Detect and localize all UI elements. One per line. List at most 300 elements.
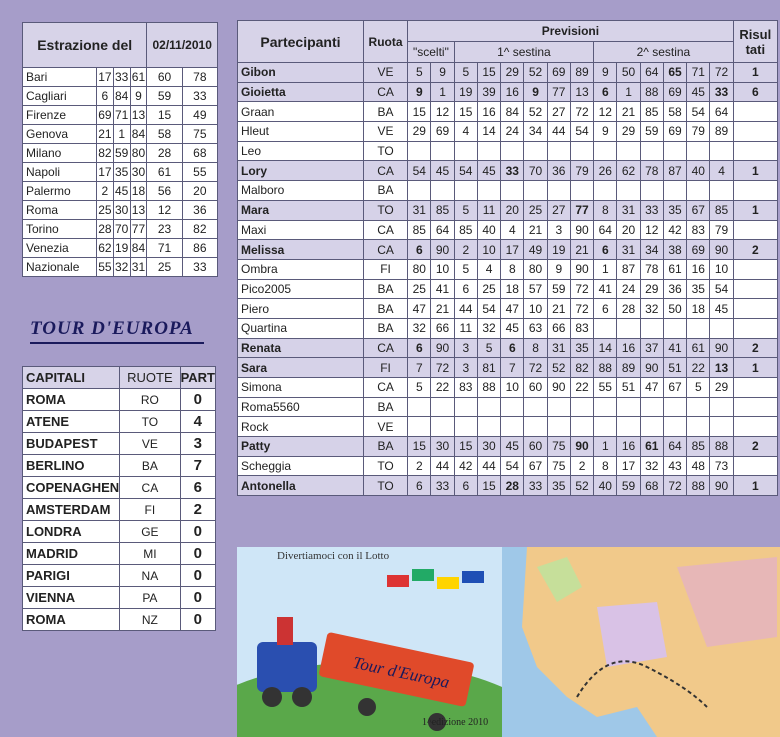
- participant-row: [238, 240, 778, 260]
- capitale-ruota: MI: [120, 543, 180, 565]
- capitali-row: [23, 499, 216, 521]
- prediction-number: [663, 397, 686, 417]
- prediction-number: 2: [454, 240, 477, 260]
- prediction-number: 47: [640, 378, 663, 398]
- ruota-name: Napoli: [23, 163, 97, 182]
- capitale-name: COPENAGHEN: [23, 477, 120, 499]
- estratto-number: 1: [113, 125, 130, 144]
- estratto-number: 28: [147, 144, 182, 163]
- participant-name: Graan: [238, 102, 364, 122]
- prediction-number: 10: [431, 259, 454, 279]
- prediction-number: 78: [640, 259, 663, 279]
- prediction-number: 90: [710, 476, 733, 496]
- participant-name: Roma5560: [238, 397, 364, 417]
- prediction-number: 15: [408, 437, 431, 457]
- banner-image: [237, 547, 780, 737]
- estratto-number: 86: [182, 239, 217, 258]
- prediction-number: 35: [547, 476, 570, 496]
- prediction-number: 1: [431, 82, 454, 102]
- prediction-number: 25: [477, 279, 500, 299]
- participant-result: 1: [733, 476, 777, 496]
- estratto-number: 71: [113, 106, 130, 125]
- prediction-number: 40: [594, 476, 617, 496]
- estratto-number: 2: [97, 182, 114, 201]
- prediction-number: 90: [431, 240, 454, 260]
- prediction-number: 1: [594, 259, 617, 279]
- prediction-number: 72: [570, 102, 593, 122]
- prediction-number: 54: [687, 102, 710, 122]
- participant-ruota: CA: [363, 82, 407, 102]
- prediction-number: 21: [547, 299, 570, 319]
- participant-row: [238, 181, 778, 201]
- prediction-number: 54: [501, 456, 524, 476]
- prediction-number: 9: [547, 259, 570, 279]
- prediction-number: 19: [547, 240, 570, 260]
- participant-ruota: CA: [363, 338, 407, 358]
- prediction-number: 84: [501, 102, 524, 122]
- prediction-number: 20: [501, 200, 524, 220]
- prediction-number: 44: [477, 456, 500, 476]
- prediction-number: [570, 181, 593, 201]
- prediction-number: 50: [617, 63, 640, 83]
- prediction-number: 4: [477, 259, 500, 279]
- estratto-number: 45: [113, 182, 130, 201]
- estratto-number: 13: [130, 106, 147, 125]
- participant-name: Maxi: [238, 220, 364, 240]
- prediction-number: 18: [501, 279, 524, 299]
- participant-name: Lory: [238, 161, 364, 181]
- participant-row: [238, 220, 778, 240]
- prediction-number: 24: [501, 122, 524, 142]
- participant-row: [238, 417, 778, 437]
- capitali-table: [22, 366, 216, 631]
- prediction-number: [408, 417, 431, 437]
- capitali-row: [23, 411, 216, 433]
- prediction-number: 90: [640, 358, 663, 378]
- prediction-number: [687, 397, 710, 417]
- estratto-number: 55: [97, 258, 114, 277]
- prediction-number: 29: [640, 279, 663, 299]
- prediction-number: [501, 141, 524, 161]
- participant-row: [238, 378, 778, 398]
- prediction-number: [477, 417, 500, 437]
- estratto-number: 75: [182, 125, 217, 144]
- prediction-number: 41: [663, 338, 686, 358]
- prediction-number: 72: [431, 358, 454, 378]
- prediction-number: 82: [570, 358, 593, 378]
- prediction-number: [524, 397, 547, 417]
- prediction-number: [663, 318, 686, 338]
- prediction-number: 87: [663, 161, 686, 181]
- prediction-number: 29: [408, 122, 431, 142]
- estratto-number: 33: [182, 87, 217, 106]
- capitale-ruota: PA: [120, 587, 180, 609]
- prediction-number: 29: [617, 122, 640, 142]
- prediction-number: 52: [524, 102, 547, 122]
- prediction-number: 8: [594, 456, 617, 476]
- prediction-number: 31: [617, 240, 640, 260]
- estrazione-date: 02/11/2010: [147, 23, 218, 68]
- prediction-number: 51: [617, 378, 640, 398]
- estratto-number: 58: [147, 125, 182, 144]
- prediction-number: 40: [687, 161, 710, 181]
- prediction-number: [617, 318, 640, 338]
- prediction-number: 16: [477, 102, 500, 122]
- prediction-number: 16: [617, 437, 640, 457]
- participant-result: 2: [733, 240, 777, 260]
- prediction-number: 6: [594, 82, 617, 102]
- participant-row: [238, 122, 778, 142]
- estrazione-row: [23, 125, 218, 144]
- prediction-number: [710, 397, 733, 417]
- prediction-number: 12: [640, 220, 663, 240]
- banner-illustration: [237, 547, 780, 737]
- participant-name: Melissa: [238, 240, 364, 260]
- prediction-number: 70: [524, 161, 547, 181]
- prediction-number: 28: [617, 299, 640, 319]
- flag-icon: [462, 571, 484, 583]
- estratto-number: 69: [97, 106, 114, 125]
- prediction-number: 65: [663, 63, 686, 83]
- prediction-number: 64: [640, 63, 663, 83]
- capitale-name: BERLINO: [23, 455, 120, 477]
- prediction-number: 77: [547, 82, 570, 102]
- participant-result: [733, 456, 777, 476]
- prediction-number: 72: [570, 299, 593, 319]
- prediction-number: [477, 141, 500, 161]
- capitali-row: [23, 609, 216, 631]
- prediction-number: 7: [501, 358, 524, 378]
- estratto-number: 84: [113, 87, 130, 106]
- capitale-ruota: NA: [120, 565, 180, 587]
- flag-icon: [437, 577, 459, 589]
- participant-row: [238, 338, 778, 358]
- scelti-header: "scelti": [408, 42, 455, 63]
- capitale-ruota: NZ: [120, 609, 180, 631]
- prediction-number: 16: [687, 259, 710, 279]
- estratto-number: 56: [147, 182, 182, 201]
- ruota-name: Palermo: [23, 182, 97, 201]
- train-text: Tour d'Europa: [351, 652, 452, 692]
- prediction-number: 47: [501, 299, 524, 319]
- prediction-number: 22: [431, 378, 454, 398]
- estratto-number: 68: [182, 144, 217, 163]
- prediction-number: [431, 141, 454, 161]
- prediction-number: 62: [617, 161, 640, 181]
- prediction-number: 3: [547, 220, 570, 240]
- participant-name: Gibon: [238, 63, 364, 83]
- prediction-number: 49: [524, 240, 547, 260]
- prediction-number: 2: [570, 456, 593, 476]
- prediction-number: [408, 181, 431, 201]
- prediction-number: 36: [663, 279, 686, 299]
- prediction-number: 5: [477, 338, 500, 358]
- prediction-number: 24: [617, 279, 640, 299]
- prediction-number: 19: [454, 82, 477, 102]
- participant-result: [733, 318, 777, 338]
- prediction-number: 58: [663, 102, 686, 122]
- prediction-number: 69: [663, 82, 686, 102]
- participant-row: [238, 358, 778, 378]
- participant-ruota: BA: [363, 299, 407, 319]
- prediction-number: 52: [570, 476, 593, 496]
- participant-row: [238, 82, 778, 102]
- prediction-number: 67: [687, 200, 710, 220]
- estratto-number: 71: [147, 239, 182, 258]
- prediction-number: 61: [663, 259, 686, 279]
- prediction-number: 9: [431, 63, 454, 83]
- prediction-number: 39: [477, 82, 500, 102]
- capitali-row: [23, 433, 216, 455]
- participant-name: Piero: [238, 299, 364, 319]
- prediction-number: 72: [570, 279, 593, 299]
- participant-ruota: FI: [363, 259, 407, 279]
- prediction-number: [617, 141, 640, 161]
- prediction-number: 45: [501, 318, 524, 338]
- prediction-number: 45: [501, 437, 524, 457]
- prediction-number: 8: [501, 259, 524, 279]
- prediction-number: 17: [501, 240, 524, 260]
- estratto-number: 17: [97, 68, 114, 87]
- capitali-row: [23, 455, 216, 477]
- prediction-number: [594, 181, 617, 201]
- prediction-number: [524, 417, 547, 437]
- prediction-number: 33: [640, 200, 663, 220]
- prediction-number: 15: [477, 476, 500, 496]
- estratto-number: 33: [182, 258, 217, 277]
- ruota-name: Roma: [23, 201, 97, 220]
- prediction-number: [408, 397, 431, 417]
- participant-name: Leo: [238, 141, 364, 161]
- prediction-number: 85: [687, 437, 710, 457]
- capitale-part: 6: [180, 477, 215, 499]
- prediction-number: [640, 397, 663, 417]
- participant-name: Ombra: [238, 259, 364, 279]
- prediction-number: [710, 417, 733, 437]
- prediction-number: 4: [501, 220, 524, 240]
- capitali-row: [23, 477, 216, 499]
- prediction-number: 33: [710, 82, 733, 102]
- prediction-number: 41: [431, 279, 454, 299]
- prediction-number: 59: [640, 122, 663, 142]
- estratto-number: 80: [130, 144, 147, 163]
- prediction-number: 90: [710, 338, 733, 358]
- participant-name: Hleut: [238, 122, 364, 142]
- prediction-number: 5: [454, 63, 477, 83]
- prediction-number: 60: [524, 437, 547, 457]
- estratto-number: 84: [130, 125, 147, 144]
- participant-ruota: VE: [363, 417, 407, 437]
- prediction-number: 15: [454, 437, 477, 457]
- prediction-number: 31: [617, 200, 640, 220]
- prediction-number: 51: [663, 358, 686, 378]
- estratto-number: 32: [113, 258, 130, 277]
- prediction-number: [710, 318, 733, 338]
- prediction-number: 11: [454, 318, 477, 338]
- prediction-number: 31: [408, 200, 431, 220]
- participant-row: [238, 141, 778, 161]
- estratto-number: 28: [97, 220, 114, 239]
- prediction-number: [547, 141, 570, 161]
- estrazione-row: [23, 87, 218, 106]
- estratto-number: 82: [97, 144, 114, 163]
- prediction-number: 69: [687, 240, 710, 260]
- prediction-number: 34: [524, 122, 547, 142]
- flag-icon: [412, 569, 434, 581]
- participant-result: 2: [733, 437, 777, 457]
- participant-ruota: CA: [363, 161, 407, 181]
- prediction-number: 6: [501, 338, 524, 358]
- participant-ruota: FI: [363, 358, 407, 378]
- prediction-number: 64: [594, 220, 617, 240]
- prediction-number: 6: [408, 476, 431, 496]
- prediction-number: 83: [687, 220, 710, 240]
- prediction-number: 21: [570, 240, 593, 260]
- prediction-number: 6: [594, 299, 617, 319]
- prediction-number: 30: [431, 437, 454, 457]
- participant-result: 1: [733, 358, 777, 378]
- prediction-number: 64: [710, 102, 733, 122]
- estrazione-row: [23, 258, 218, 277]
- prediction-number: [687, 417, 710, 437]
- participant-result: 6: [733, 82, 777, 102]
- estratto-number: 9: [130, 87, 147, 106]
- prediction-number: [570, 141, 593, 161]
- prediction-number: 32: [640, 299, 663, 319]
- prediction-number: 10: [477, 240, 500, 260]
- prediction-number: 17: [617, 456, 640, 476]
- capitale-part: 0: [180, 389, 215, 411]
- prediction-number: 88: [477, 378, 500, 398]
- prediction-number: 59: [617, 476, 640, 496]
- prediction-number: 54: [408, 161, 431, 181]
- prediction-number: [570, 397, 593, 417]
- capitale-name: PARIGI: [23, 565, 120, 587]
- estratto-number: 6: [97, 87, 114, 106]
- participant-name: Patty: [238, 437, 364, 457]
- ruota-name: Torino: [23, 220, 97, 239]
- participant-ruota: BA: [363, 181, 407, 201]
- participant-row: [238, 476, 778, 496]
- prediction-number: 88: [710, 437, 733, 457]
- prediction-number: 12: [431, 102, 454, 122]
- capitali-row: [23, 587, 216, 609]
- capitale-part: 0: [180, 565, 215, 587]
- prediction-number: 22: [570, 378, 593, 398]
- prediction-number: 45: [687, 82, 710, 102]
- ruota-name: Milano: [23, 144, 97, 163]
- prediction-number: 42: [454, 456, 477, 476]
- participant-ruota: VE: [363, 122, 407, 142]
- prediction-number: 3: [454, 338, 477, 358]
- prediction-number: 33: [431, 476, 454, 496]
- prediction-number: 88: [594, 358, 617, 378]
- prediction-number: [594, 397, 617, 417]
- prediction-number: 80: [524, 259, 547, 279]
- prediction-number: [431, 417, 454, 437]
- prediction-number: 85: [408, 220, 431, 240]
- participant-ruota: BA: [363, 318, 407, 338]
- prediction-number: 32: [477, 318, 500, 338]
- prediction-number: 40: [477, 220, 500, 240]
- prediction-number: 11: [477, 200, 500, 220]
- prediction-number: [687, 141, 710, 161]
- prediction-number: 13: [570, 82, 593, 102]
- ruota-name: Bari: [23, 68, 97, 87]
- participant-result: [733, 397, 777, 417]
- estratto-number: 25: [147, 258, 182, 277]
- prediction-number: 29: [710, 378, 733, 398]
- prediction-number: 6: [454, 279, 477, 299]
- estratto-number: 17: [97, 163, 114, 182]
- prediction-number: 89: [570, 63, 593, 83]
- capitale-name: MADRID: [23, 543, 120, 565]
- previsioni-header: Previsioni: [408, 21, 734, 42]
- prediction-number: 25: [524, 200, 547, 220]
- prediction-number: 1: [594, 437, 617, 457]
- prediction-number: [501, 397, 524, 417]
- prediction-number: 50: [663, 299, 686, 319]
- participant-row: [238, 318, 778, 338]
- prediction-number: 8: [594, 200, 617, 220]
- participant-ruota: BA: [363, 279, 407, 299]
- prediction-number: 4: [454, 122, 477, 142]
- prediction-number: 44: [547, 122, 570, 142]
- prediction-number: 66: [431, 318, 454, 338]
- prediction-number: 21: [617, 102, 640, 122]
- estratto-number: 18: [130, 182, 147, 201]
- capitale-part: 0: [180, 587, 215, 609]
- prediction-number: 30: [477, 437, 500, 457]
- estratto-number: 59: [147, 87, 182, 106]
- participant-result: [733, 122, 777, 142]
- estratto-number: 59: [113, 144, 130, 163]
- prediction-number: [408, 141, 431, 161]
- prediction-number: 61: [640, 437, 663, 457]
- prediction-number: 75: [547, 456, 570, 476]
- participant-result: [733, 417, 777, 437]
- prediction-number: 77: [570, 200, 593, 220]
- prediction-number: 69: [431, 122, 454, 142]
- prediction-number: 57: [524, 279, 547, 299]
- capitale-ruota: TO: [120, 411, 180, 433]
- prediction-number: 72: [663, 476, 686, 496]
- prediction-number: 43: [663, 456, 686, 476]
- prediction-number: [617, 417, 640, 437]
- prediction-number: 79: [570, 161, 593, 181]
- participant-name: Sara: [238, 358, 364, 378]
- participant-row: [238, 437, 778, 457]
- prediction-number: 6: [594, 240, 617, 260]
- participant-name: Mara: [238, 200, 364, 220]
- participant-ruota: TO: [363, 141, 407, 161]
- participant-result: 1: [733, 161, 777, 181]
- estratto-number: 15: [147, 106, 182, 125]
- prediction-number: 10: [501, 378, 524, 398]
- prediction-number: [687, 318, 710, 338]
- estratto-number: 23: [147, 220, 182, 239]
- prediction-number: 33: [524, 476, 547, 496]
- risultati-header: Risul tati: [733, 21, 777, 63]
- prediction-number: 69: [547, 63, 570, 83]
- prediction-number: 54: [477, 299, 500, 319]
- prediction-number: 89: [710, 122, 733, 142]
- participant-name: Simona: [238, 378, 364, 398]
- prediction-number: [454, 181, 477, 201]
- prediction-number: [431, 397, 454, 417]
- prediction-number: 90: [570, 259, 593, 279]
- prediction-number: [687, 181, 710, 201]
